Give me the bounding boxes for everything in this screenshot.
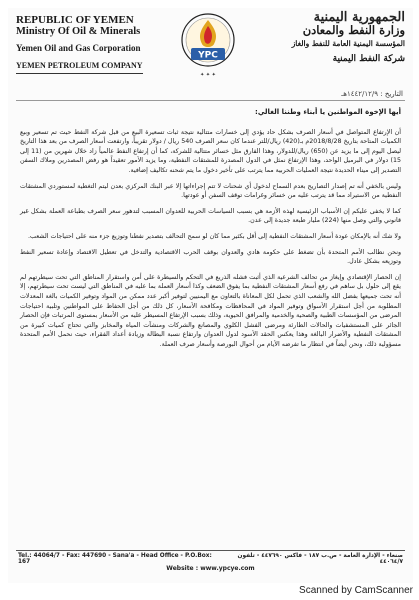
letter-page	[8, 8, 413, 583]
company-name: YEMEN PETROLEUM COMPANY	[16, 60, 143, 74]
header-left-english	[16, 14, 166, 74]
paragraph-1: أن الإرتفاع المتواصل في أسعار الصرف بشكل حاد يؤدي إلى خسارات متتالية نتيجة ثبات تسعيرة البيع من قبل شركة النفط حيث تم تسعير وبيع الكميات المتاحة بتاريخ 2018/8/28م بـ(420) ريال/للتر عندما كان سعر الصرف 540 ريال / دولار تقريباً، وارتفعت أسعار الصرف من بعد هذا التاريخ ليصل اليوم إلى ما يزيد عن (650) ريال/للدولار، وهذا الفارق مثل خسائر متتالية للشركة، كما أن إرتفاع النفط عالمياً زاد خلال شهرين من (11 إلى 15) دولار في البرميل الواحد، وهذا الإرتفاع نمثل في الدول المصدرة للمشتقات النفطية، وما يزيد الأمور تعقيداً هو رفض المصدرين وملاك السفن التصدير إلى ميناء الحديدة نتيجة العمليات الحربية مما يترتب على تأخير دخول ما يتم شحنه تكاليف إضافية.	[20, 128, 402, 174]
paragraph-2: وليس بالخفي أنه تم إصدار التصاريح بعدم السماح لدخول أي شحنات لا تتم إجراءاتها إلا عبر البنك المركزي بعدن ليتم التغطية لمستوردي المشتقات النفطية من الاستيراد مما قد يترتب عليه من خسائر وغرامات توقف السفن أو عودتها.	[20, 182, 401, 200]
ministry-name-ar: وزارة النفط والمعادن	[302, 23, 405, 37]
corporation-name-ar: المؤسسة اليمنية العامة للنفط والغاز	[291, 39, 405, 48]
footer	[18, 553, 403, 565]
paragraph-4: ولا شك أنه بالإمكان عودة أسعار المشتقات النفطية إلى أقل بكثير مما كان لو سمح التحالف بتصدير نفطنا وتوزيع جزء منه على احتياجات الشعب.	[28, 232, 401, 240]
ypc-logo	[176, 10, 240, 84]
header-divider	[16, 100, 405, 101]
paragraph-3: كما لا يخفى عليكم إن الأسباب الرئيسية لهذه الأزمة هي بسبب السياسات الحربية للعدوان المسبب لتدهور سعر الصرف بطباعة العملة بشكل غير قانوني والتي وصل منها (224) مليار طبعة جديدة إلى عدن.	[20, 207, 401, 225]
ministry-name: Ministry Of Oil & Minerals	[16, 26, 141, 37]
footer-contact-ar: صنعاء - الإدارة العامة - ص.ب ١٨٧ - فاكس ٤٤٧٦٩٠ - تلفون ٤٤٠٦٤/٧	[237, 553, 403, 565]
corporation-name: Yemen Oil and Gas Corporation	[16, 43, 141, 53]
date-label: التاريخ	[384, 90, 403, 98]
footer-website: Website : www.ypcye.com	[166, 565, 255, 572]
header-right-arabic	[265, 12, 405, 65]
paragraph-6: إن الحصار الإقتصادي وإيغاز من تحالف الشرعية الذي أثبت فشله الذريع في التحكم والسيطرة على أمن واستقرار المناطق التي تحت سيطرتهم لم يقع إلى حلول بل ساهم في رفع أسعار المشتقات النفطية بما يفوق الضعف وكذا أسعار العملة بما عليه في المناطق التي ليست تحت سيطرتهم، إلا أنه تحت جميعها بفضل الله والشعب الذي تحمل لكل المعاناة بالتعاون مع اليمنيين لتوفير أكبر عدد ممكن من المواد وتوفير الكميات بالغة المعدلات المطلوبة من أجل استقرار الأسواق وتوفير المواد في المحافظات ومكافحة الأسعار، كل ذلك من أجل الحفاظ على المواطنين وتلبية احتياجات المرضى من المؤسسات الطبية والصحية والخدمية والمرافق الحيوية، وذلك بسبب الإرتفاع المسيطر عليه من الأسعار بمستوى المرتبات فإن الحصار الجائر على المستشفيات والحالات الطارئة ومرضى الفشل الكلوي والمصانع والشركات ومنشآت المياه والمخابز والتي تحتاج كميات كبيرة من المشتقات النفطية والأضرار البالغة وهذا يعكس الحقد الأسود لدول العدوان وارتفاع نسبة البطالة وزيادة أعداد الفقراء، حيث نحمل الأمم المتحدة مسؤولية ذلك، ونحن أيضاً في انتظار ما تفرضه الأيام من أحوال البورصة وأسعار صرف العملة.	[20, 273, 401, 348]
country-name: REPUBLIC OF YEMEN	[16, 14, 134, 26]
camscanner-watermark: Scanned by CamScanner	[299, 585, 413, 596]
country-name-ar: الجمهورية اليمنية	[313, 10, 405, 25]
svg-text:✦ ✦ ✦: ✦ ✦ ✦	[200, 72, 216, 78]
letter-body	[20, 108, 401, 355]
date-value: ١٤٤٢/١٢/٩هـ	[341, 90, 378, 98]
footer-divider	[16, 550, 405, 551]
paragraph-5: ونحن نطالب الأمم المتحدة بأن تضغط على حكومة هادي والعدوان بوقف الحرب الاقتصادية والتدخل في تعطيل الاقتصاد وإعادة تسعير النفط وتوزيعه بشكل عادل.	[20, 248, 401, 266]
salutation: أيها الإخوة المواطنين يا أبناء وطننا الغالي:	[255, 108, 401, 116]
logo-text: YPC	[198, 50, 218, 61]
date-line: التاريخ : ١٤٤٢/١٢/٩هـ	[341, 90, 403, 98]
company-name-ar: شركة النفط اليمنية	[332, 54, 405, 64]
footer-contact-en: Tel.: 44064/7 - Fax: 447690 - Sana'a - Head Office - P.O.Box: 167	[18, 553, 212, 565]
